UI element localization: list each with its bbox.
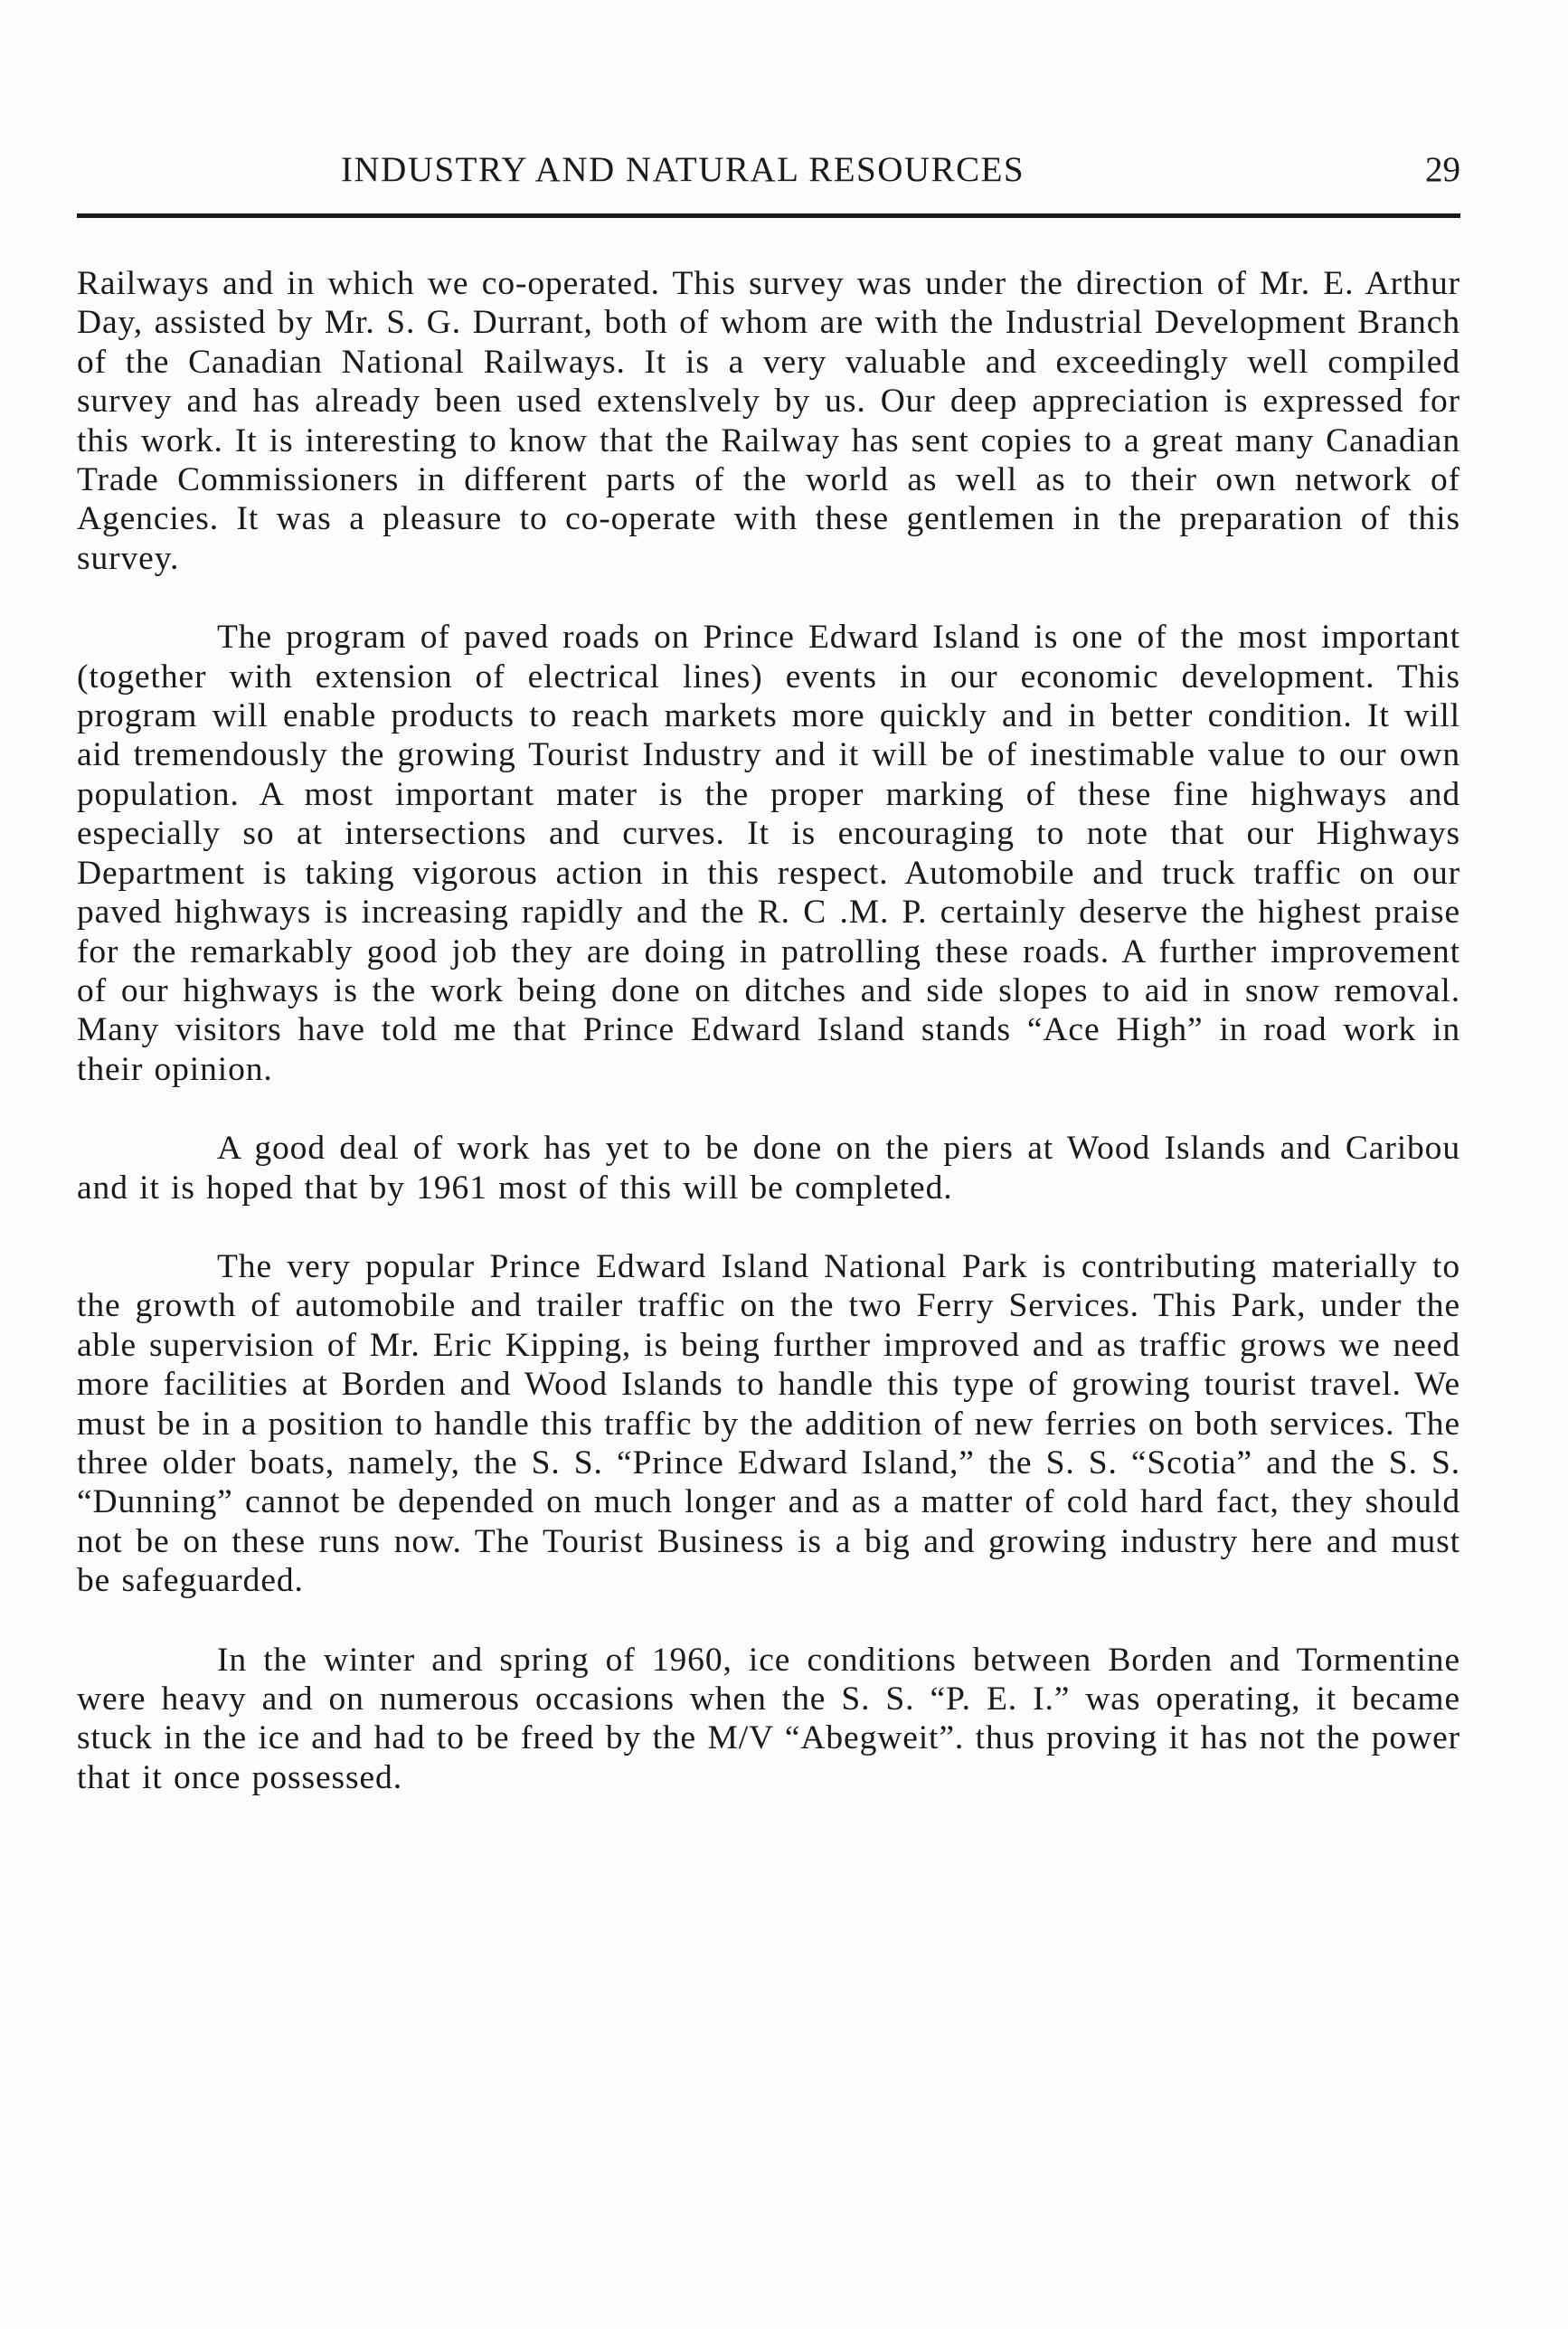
running-title: INDUSTRY AND NATURAL RESOURCES (341, 150, 1025, 189)
header-rule (77, 213, 1460, 218)
paragraph-piers: A good deal of work has yet to be done on the piers at Wood Islands and Caribou and it is hoped that by 1961 most of this will be completed. (77, 1130, 1460, 1207)
paragraph-survey: Railways and in which we co-operated. This survey was under the direction of Mr. E. Arthur Day, assisted by Mr. S. G. Durrant, both of whom are with the Industrial Development Branch of the Canadian National Railways. It is a very valuable and exceedingly well compiled survey and has already been used extenslvely by us. Our deep appreciation is expressed for this work. It is interesting to know that the Railway has sent copies to a great many Canadian Trade Commissioners in different parts of the world as well as to their own network of Agencies. It was a pleasure to co-operate with these gentlemen in the preparation of this survey. (77, 265, 1460, 577)
paragraph-paved-roads: The program of paved roads on Prince Edward Island is one of the most important (together with extension of electrical lines) events in our economic development. This program will enable products to reach markets more quickly and in better condition. It will aid tremendously the growing Tourist Industry and it will be of inestimable value to our own population. A most important mater is the proper marking of these fine highways and especially so at intersections and curves. It is encouraging to note that our Highways Department is taking vigorous action in this respect. Automobile and truck traffic on our paved highways is increasing rapidly and the R. C .M. P. certainly deserve the highest praise for the remarkably good job they are doing in patrolling these roads. A further improvement of our highways is the work being done on ditches and side slopes to aid in snow removal. Many visitors have told me that Prince Edward Island stands “Ace High” in road work in their opinion. (77, 619, 1460, 1088)
paragraph-ice-conditions: In the winter and spring of 1960, ice conditions between Borden and Tormentine were heavy and on numerous occasions when the S. S. “P. E. I.” was operating, it became stuck in the ice and had to be freed by the M/V “Abegweit”. thus proving it has not the power that it once possessed. (77, 1641, 1460, 1796)
paragraph-national-park: The very popular Prince Edward Island National Park is contributing materially to the growth of automobile and trailer traffic on the two Ferry Services. This Park, under the able supervision of Mr. Eric Kipping, is being further improved and as traffic grows we need more facilities at Borden and Wood Islands to handle this type of growing tourist travel. We must be in a position to handle this traffic by the addition of new ferries on both services. The three older boats, namely, the S. S. “Prince Edward Island,” the S. S. “Scotia” and the S. S. “Dunning” cannot be depended on much longer and as a matter of cold hard fact, they should not be on these runs now. The Tourist Business is a big and growing industry here and must be safeguarded. (77, 1247, 1460, 1600)
running-header (77, 147, 1460, 194)
body-text (77, 264, 1460, 1837)
page-number: 29 (1425, 150, 1460, 189)
